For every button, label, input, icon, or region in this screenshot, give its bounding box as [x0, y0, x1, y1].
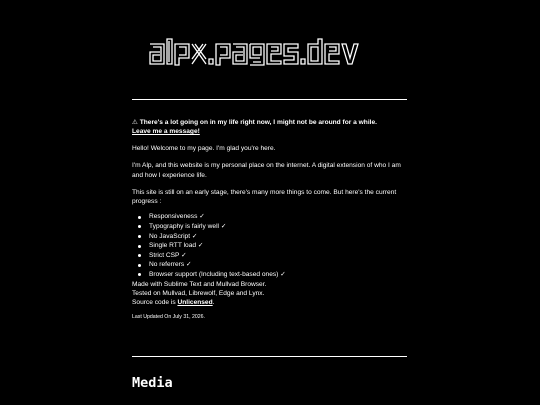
unlicensed-link[interactable]: Unlicensed — [177, 299, 213, 307]
progress-intro-text: This site is still on an early stage, there's many more things to come. But here's the current progress : — [132, 188, 397, 205]
notice-text: ⚠ There's a lot going on in my life right now, I might not be around for a while. — [132, 119, 377, 126]
last-updated-text: Last Updated On July 31, 2026. — [132, 313, 205, 320]
progress-list — [132, 212, 407, 279]
hello-text: Hello! Welcome to my page. I'm glad you're here. — [132, 145, 276, 153]
list-item: Browser support (Including text-based ones) ✓ — [149, 270, 407, 280]
made-with-text: Made with Sublime Text and Mullvad Browser. — [132, 280, 267, 288]
media-heading: Media — [132, 375, 173, 391]
bottom-divider — [132, 356, 407, 357]
site-logo[interactable] — [148, 38, 394, 66]
list-item: No JavaScript ✓ — [149, 232, 407, 242]
list-item: Typography is fairly well ✓ — [149, 222, 407, 232]
list-item: Single RTT load ✓ — [149, 241, 407, 251]
leave-message-link[interactable]: Leave me a message! — [132, 128, 200, 136]
about-text: I'm Alp, and this website is my personal place on the internet. A digital extension of who I am and how I experience life. — [132, 162, 401, 179]
source-prefix-text: Source code is — [132, 299, 178, 307]
tested-on-text: Tested on Mullvad, Librewolf, Edge and Lynx. — [132, 289, 265, 297]
colophon — [132, 280, 407, 308]
main-content — [132, 118, 407, 321]
status-notice — [132, 118, 407, 137]
list-item: Responsiveness ✓ — [149, 212, 407, 222]
source-suffix-text: . — [212, 299, 215, 307]
list-item: Strict CSP ✓ — [149, 251, 407, 261]
top-divider — [132, 99, 407, 100]
list-item: No referrers ✓ — [149, 260, 407, 270]
